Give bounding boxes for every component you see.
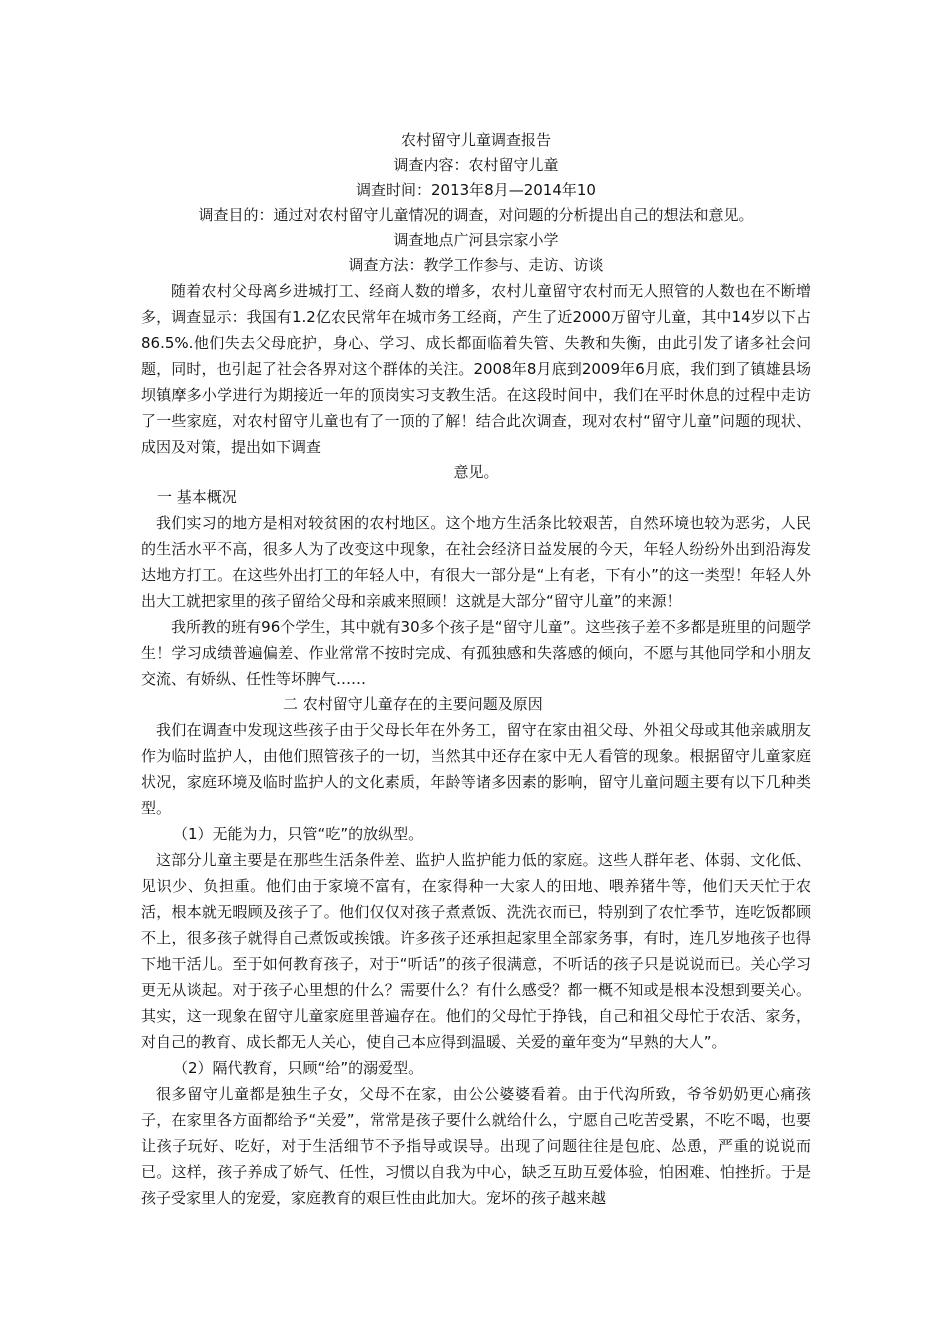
survey-time: 调查时间：2013年8月—2014年10 <box>356 181 596 199</box>
survey-content: 调查内容：农村留守儿童 <box>393 156 559 174</box>
section-1-paragraph-2: 我所教的班有96个学生，其中就有30多个孩子是“留守儿童”。这些孩子差不多都是班里的问题学生！学习成绩普遍偏差、作业常常不按时完成、有孤独感和失落感的倾向，不愿与其他同学和小朋友交流、有娇纵、任性等坏脾气…… <box>141 618 811 688</box>
section-2-heading: 二 农村留守儿童存在的主要问题及原因 <box>283 695 543 713</box>
section-2-paragraph-2: 这部分儿童主要是在那些生活条件差、监护人监护能力低的家庭。这些人群年老、体弱、文化低、见识少、负担重。他们由于家境不富有，在家得种一大家人的田地、喂养猪牛等，他们天天忙于农活，根本就无暇顾及孩子了。他们仅仅对孩子煮煮饭、洗洗衣而已，特别到了农忙季节，连吃饭都顾不上，很多孩子就得自己煮饭或挨饿。许多孩子还承担起家里全部家务事，有时，连几岁地孩子也得下地干活儿。至于如何教育孩子，对于“听话”的孩子很满意，不听话的孩子只是说说而已。关心学习更无从谈起。对于孩子心里想的什么？需要什么？有什么感受？都一概不知或是根本没想到要关心。其实，这一现象在留守儿童家庭里普遍存在。他们的父母忙于挣钱，自己和祖父母忙于农活、家务，对自己的教育、成长都无人关心，使自己本应得到温暖、关爱的童年变为“早熟的大人”。 <box>141 851 811 1051</box>
document-body <box>141 128 811 1211</box>
survey-purpose: 调查目的：通过对农村留守儿童情况的调查，对问题的分析提出自己的想法和意见。 <box>198 206 754 224</box>
type-2-heading: （2）隔代教育，只顾“给”的溺爱型。 <box>173 1059 424 1077</box>
intro-last-line: 意见。 <box>453 463 499 481</box>
survey-location: 调查地点广河县宗家小学 <box>393 231 559 249</box>
section-1-paragraph-1: 我们实习的地方是相对较贫困的农村地区。这个地方生活条比较艰苦，自然环境也较为恶劣，人民的生活水平不高，很多人为了改变这中现象，在社会经济日益发展的今天，年轻人纷纷外出到沿海发达地方打工。在这些外出打工的年轻人中，有很大一部分是“上有老，下有小”的这一类型！年轻人外出大工就把家里的孩子留给父母和亲戚来照顾！这就是大部分“留守儿童”的来源！ <box>141 514 811 610</box>
section-2-paragraph-3: 很多留守儿童都是独生子女，父母不在家，由公公婆婆看着。由于代沟所致，爷爷奶奶更心痛孩子，在家里各方面都给予“关爱”，常常是孩子要什么就给什么，宁愿自己吃苦受累，不吃不喝，也要让孩子玩好、吃好，对于生活细节不予指导或误导。出现了问题往往是包庇、怂恿，严重的说说而已。这样，孩子养成了娇气、任性，习惯以自我为中心，缺乏互助互爱体验，怕困难、怕挫折。于是孩子受家里人的宠爱，家庭教育的艰巨性由此加大。宠坏的孩子越来越 <box>141 1085 811 1207</box>
section-2-paragraph-1: 我们在调查中发现这些孩子由于父母长年在外务工，留守在家由祖父母、外祖父母或其他亲戚朋友作为临时监护人，由他们照管孩子的一切，当然其中还存在家中无人看管的现象。根据留守儿童家庭状况，家庭环境及临时监护人的文化素质，年龄等诸多因素的影响，留守儿童问题主要有以下几种类型。 <box>141 721 811 817</box>
report-title: 农村留守儿童调查报告 <box>400 131 551 149</box>
survey-method: 调查方法：教学工作参与、走访、访谈 <box>348 256 604 274</box>
type-1-heading: （1）无能为力，只管“吃”的放纵型。 <box>173 825 424 843</box>
intro-paragraph: 随着农村父母离乡进城打工、经商人数的增多，农村儿童留守农村而无人照管的人数也在不断增多，调查显示：我国有1.2亿农民常年在城市务工经商，产生了近2000万留守儿童，其中14岁以下占86.5%.他们失去父母庇护，身心、学习、成长都面临着失管、失教和失衡，由此引发了诸多社会问题，同时，也引起了社会各界对这个群体的关注。2008年8月底到2009年6月底，我们到了镇雄县场坝镇摩多小学进行为期接近一年的顶岗实习支教生活。在这段时间中，我们在平时休息的过程中走访了一些家庭，对农村留守儿童也有了一顶的了解！结合此次调查，现对农村“留守儿童”问题的现状、成因及对策，提出如下调查 <box>141 282 811 456</box>
section-1-heading: 一 基本概况 <box>157 488 237 506</box>
